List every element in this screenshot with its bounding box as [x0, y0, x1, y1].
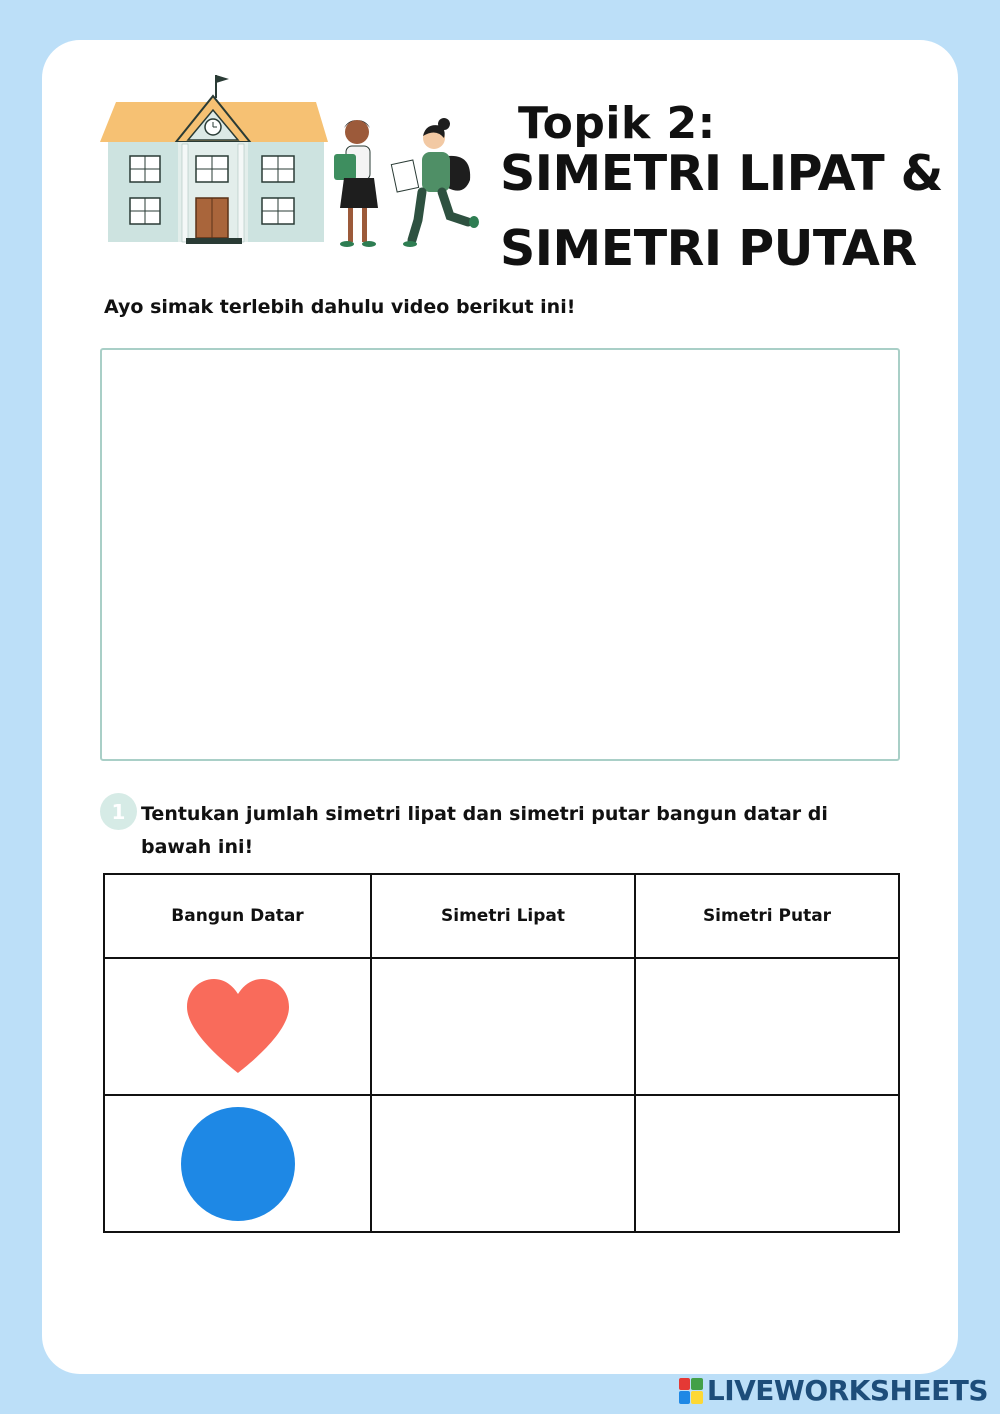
liveworksheets-brand	[679, 1374, 988, 1407]
header-simetri-lipat: Simetri Lipat	[371, 874, 635, 958]
school-students-illustration	[96, 70, 486, 255]
question-text: Tentukan jumlah simetri lipat dan simetri putar bangun datar di bawah ini!	[141, 803, 828, 858]
simetri-lipat-answer-cell[interactable]	[371, 958, 635, 1095]
page-title-line1: SIMETRI LIPAT &	[500, 145, 943, 202]
simetri-lipat-answer-cell[interactable]	[371, 1095, 635, 1232]
video-embed-area[interactable]	[100, 348, 900, 761]
brand-text: LIVEWORKSHEETS	[706, 1374, 988, 1407]
page-title-line2: SIMETRI PUTAR	[500, 220, 917, 277]
topic-label: Topik 2:	[518, 98, 716, 149]
header-bangun-datar: Bangun Datar	[104, 874, 371, 958]
header-simetri-putar: Simetri Putar	[635, 874, 899, 958]
simetri-putar-answer-cell[interactable]	[635, 958, 899, 1095]
table-row	[104, 1095, 899, 1232]
shape-cell	[104, 1095, 371, 1232]
heart-icon	[183, 977, 293, 1077]
question-number-badge: 1	[100, 793, 137, 830]
circle-icon	[180, 1106, 296, 1222]
table-row	[104, 958, 899, 1095]
shape-cell	[104, 958, 371, 1095]
table-header-row	[104, 874, 899, 958]
liveworksheets-logo-icon	[679, 1378, 703, 1404]
intro-instruction: Ayo simak terlebih dahulu video berikut ini!	[104, 296, 576, 318]
simetri-putar-answer-cell[interactable]	[635, 1095, 899, 1232]
symmetry-table	[103, 873, 900, 1233]
